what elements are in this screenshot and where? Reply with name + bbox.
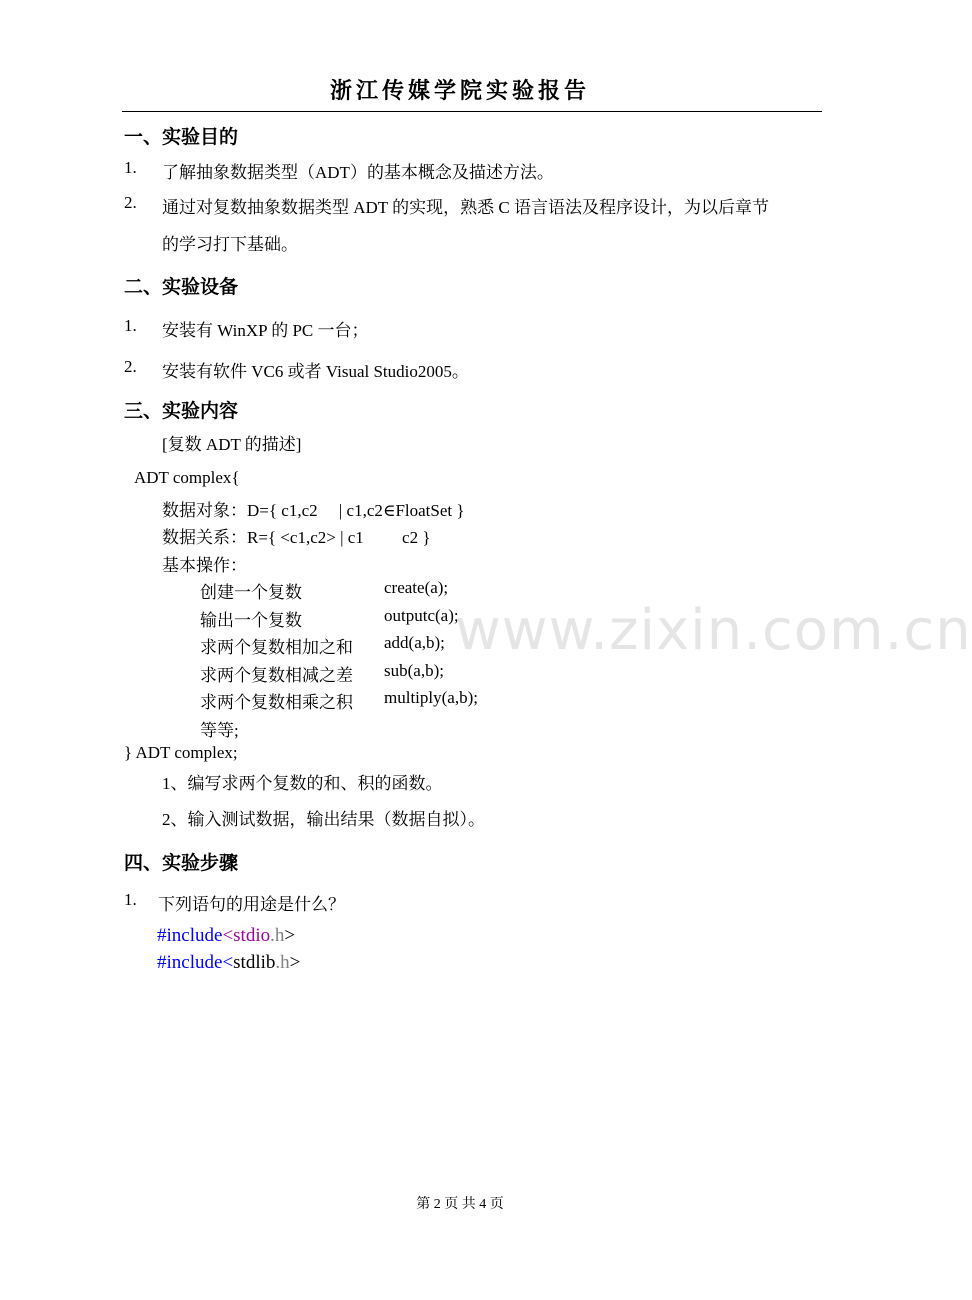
code-bracket: >	[284, 925, 296, 946]
code-bracket: <	[222, 952, 234, 973]
code-keyword: #include	[157, 925, 223, 946]
adt-open: ADT complex{	[134, 468, 240, 487]
code-extension: .h	[270, 925, 285, 946]
question-text: 下列语句的用途是什么？	[158, 895, 345, 914]
section-heading-purpose: 一、实验目的	[124, 126, 239, 148]
task-item: 2、输入测试数据，输出结果（数据自拟）。	[162, 810, 485, 829]
op-description: 创建一个复数	[200, 583, 302, 602]
op-signature: outputc(a);	[384, 606, 459, 625]
list-item-text: 安装有软件 VC6 或者 Visual Studio2005。	[162, 362, 469, 381]
op-description: 求两个复数相乘之积	[200, 693, 353, 712]
list-item-text: 安装有 WinXP 的 PC 一台；	[162, 321, 369, 340]
watermark: www.zixin.com.cn	[455, 598, 972, 663]
list-item-number: 2.	[124, 357, 137, 376]
code-extension: .h	[275, 952, 290, 973]
list-item-continuation: 的学习打下基础。	[162, 235, 298, 254]
adt-data-relation: 数据关系：R={ <c1,c2> | c1 c2 }	[162, 528, 431, 547]
code-bracket: <	[222, 925, 234, 946]
adt-data-object: 数据对象：D={ c1,c2 | c1,c2∈FloatSet }	[162, 501, 465, 520]
list-item-number: 1.	[124, 158, 137, 177]
code-bracket: >	[289, 952, 301, 973]
list-item-text: 通过对复数抽象数据类型 ADT 的实现，熟悉 C 语言语法及程序设计，为以后章节	[162, 198, 769, 217]
code-header-name: stdio	[233, 925, 271, 946]
list-item-number: 1.	[124, 316, 137, 335]
op-description: 求两个复数相加之和	[200, 638, 353, 657]
code-line-stdio	[157, 925, 295, 947]
op-description: 等等;	[200, 721, 239, 740]
page-footer: 第 2 页 共 4 页	[416, 1197, 504, 1212]
page-title: 浙江传媒学院实验报告	[329, 78, 590, 104]
adt-ops-label: 基本操作：	[162, 556, 247, 575]
op-signature: add(a,b);	[384, 633, 445, 652]
list-item-number: 2.	[124, 193, 137, 212]
section-heading-equipment: 二、实验设备	[124, 276, 239, 298]
code-line-stdlib	[157, 952, 300, 974]
op-description: 求两个复数相减之差	[200, 666, 353, 685]
section-heading-steps: 四、实验步骤	[124, 852, 239, 874]
adt-close: } ADT complex;	[124, 743, 238, 762]
op-signature: multiply(a,b);	[384, 688, 478, 707]
code-keyword: #include	[157, 952, 223, 973]
list-item-number: 1.	[124, 890, 137, 909]
section-heading-content: 三、实验内容	[124, 400, 239, 422]
list-item-text: 了解抽象数据类型（ADT）的基本概念及描述方法。	[162, 163, 554, 182]
task-item: 1、编写求两个复数的和、积的函数。	[162, 774, 443, 793]
title-divider	[122, 111, 822, 112]
op-signature: create(a);	[384, 578, 449, 597]
adt-caption: [复数 ADT 的描述]	[162, 435, 302, 454]
op-description: 输出一个复数	[200, 611, 302, 630]
code-header-name: stdlib	[233, 952, 276, 973]
op-signature: sub(a,b);	[384, 661, 444, 680]
